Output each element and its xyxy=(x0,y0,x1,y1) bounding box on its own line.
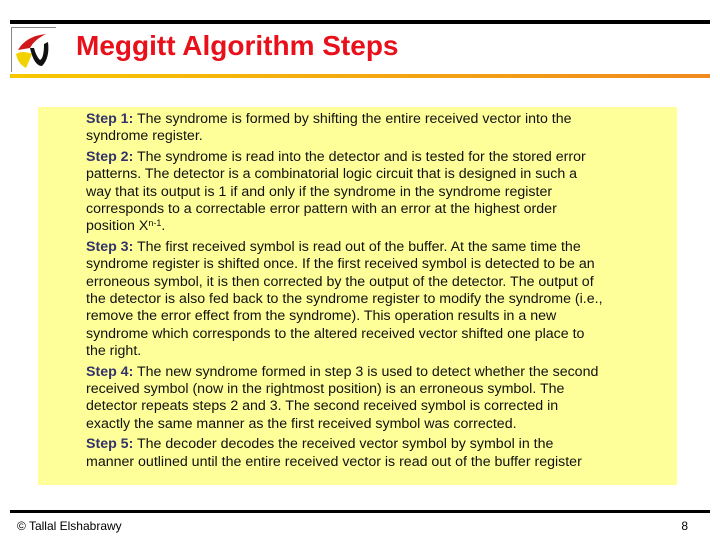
steps-list xyxy=(86,111,676,474)
step-text: The syndrome is read into the detector and is tested for the stored error xyxy=(133,149,586,166)
step-1 xyxy=(86,111,676,146)
step-text: remove the error effect from the syndrome). This operation results in a new xyxy=(86,308,557,325)
step-text: position X xyxy=(86,218,149,235)
step-line xyxy=(86,184,676,201)
step-text: the right. xyxy=(86,342,142,359)
step-text: erroneous symbol, it is then corrected by the output of the detector. The output of xyxy=(86,273,594,290)
step-line xyxy=(86,128,676,145)
page-number: 8 xyxy=(681,519,688,533)
step-line xyxy=(86,454,676,471)
step-text: The new syndrome formed in step 3 is used to detect whether the second xyxy=(133,363,599,380)
step-text: syndrome which corresponds to the altered received vector shifted one place to xyxy=(86,325,585,342)
step-label: Step 3: xyxy=(86,239,134,256)
exponent: n-1 xyxy=(148,218,162,229)
step-line xyxy=(86,274,676,291)
step-line xyxy=(86,166,676,183)
step-line xyxy=(86,381,676,398)
step-line xyxy=(86,398,676,415)
step-text: patterns. The detector is a combinatorial logic circuit that is designed in such a xyxy=(86,166,578,183)
step-line xyxy=(86,239,676,256)
step-line xyxy=(86,308,676,325)
step-text: syndrome register. xyxy=(86,128,203,145)
step-label: Step 1: xyxy=(86,111,134,127)
step-line xyxy=(86,149,676,166)
step-text: The syndrome is formed by shifting the entire received vector into the xyxy=(133,111,572,127)
step-text: way that its output is 1 if and only if the syndrome in the syndrome register xyxy=(86,183,553,200)
step-4 xyxy=(86,364,676,433)
step-line xyxy=(86,364,676,381)
step-text: corresponds to a correctable error pattern with an error at the highest order xyxy=(86,200,557,217)
step-line xyxy=(86,343,676,360)
step-line xyxy=(86,256,676,273)
step-text: The first received symbol is read out of the buffer. At the same time the xyxy=(133,239,581,256)
step-line xyxy=(86,218,676,235)
university-logo xyxy=(11,27,56,72)
top-divider xyxy=(10,20,710,24)
step-2 xyxy=(86,149,676,235)
step-text: syndrome register is shifted once. If the first received symbol is detected to be an xyxy=(86,256,595,273)
step-label: Step 5: xyxy=(86,436,134,453)
step-text: received symbol (now in the rightmost position) is an erroneous symbol. The xyxy=(86,380,565,397)
step-text: the detector is also fed back to the syndrome register to modify the syndrome (i.e., xyxy=(86,290,603,307)
step-line xyxy=(86,436,676,453)
step-5 xyxy=(86,436,676,471)
step-line xyxy=(86,416,676,433)
slide-title: Meggitt Algorithm Steps xyxy=(76,30,399,61)
step-line xyxy=(86,201,676,218)
step-line xyxy=(86,111,676,128)
step-text: manner outlined until the entire received vector is read out of the buffer register xyxy=(86,453,582,470)
copyright: © Tallal Elshabrawy xyxy=(17,519,122,533)
step-text-tail: . xyxy=(161,218,166,235)
logo-icon xyxy=(12,28,56,72)
step-label: Step 2: xyxy=(86,149,134,166)
step-text: detector repeats steps 2 and 3. The second received symbol is corrected in xyxy=(86,398,559,415)
step-text: exactly the same manner as the first received symbol was corrected. xyxy=(86,415,517,432)
step-line xyxy=(86,326,676,343)
bottom-divider xyxy=(10,510,710,513)
step-line xyxy=(86,291,676,308)
step-label: Step 4: xyxy=(86,363,134,380)
title-underline xyxy=(10,74,710,78)
step-3 xyxy=(86,239,676,360)
step-text: The decoder decodes the received vector symbol by symbol in the xyxy=(133,436,554,453)
